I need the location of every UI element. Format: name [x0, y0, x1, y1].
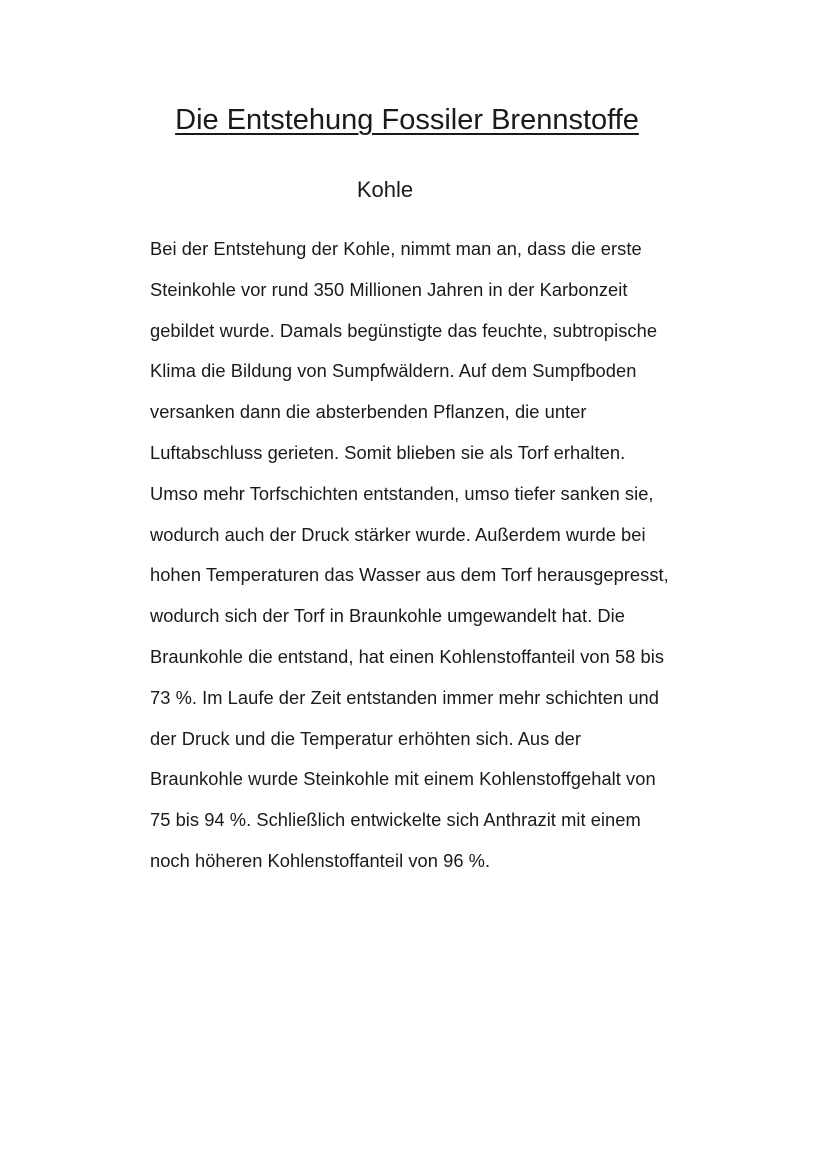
page-title	[0, 100, 814, 140]
page-title-text: Die Entstehung Fossiler Brennstoffe	[175, 104, 639, 136]
paragraph-line: Luftabschluss gerieten. Somit blieben sie als Torf erhalten.	[150, 441, 626, 463]
paragraph-line: versanken dann die absterbenden Pflanzen, die unter	[150, 401, 587, 423]
paragraph-line: Umso mehr Torfschichten entstanden, umso tiefer sanken sie,	[150, 482, 654, 504]
paragraph-line: wodurch sich der Torf in Braunkohle umgewandelt hat. Die	[150, 605, 625, 627]
paragraph-line: wodurch auch der Druck stärker wurde. Außerdem wurde bei	[150, 523, 646, 545]
paragraph-line: noch höheren Kohlenstoffanteil von 96 %.	[150, 849, 491, 871]
body-paragraph	[150, 229, 790, 882]
paragraph-line: der Druck und die Temperatur erhöhten sich. Aus der	[150, 727, 582, 749]
paragraph-line: gebildet wurde. Damals begünstigte das feuchte, subtropische	[150, 319, 658, 341]
paragraph-line: Klima die Bildung von Sumpfwäldern. Auf dem Sumpfboden	[150, 360, 637, 382]
paragraph-line: 75 bis 94 %. Schließlich entwickelte sich Anthrazit mit einem	[150, 809, 641, 831]
paragraph-line: 73 %. Im Laufe der Zeit entstanden immer mehr schichten und	[150, 686, 659, 708]
section-heading: Kohle	[356, 177, 414, 202]
paragraph-line: hohen Temperaturen das Wasser aus dem Torf herausgepresst,	[150, 564, 669, 586]
paragraph-line: Bei der Entstehung der Kohle, nimmt man an, dass die erste	[150, 238, 642, 259]
paragraph-line: Braunkohle die entstand, hat einen Kohlenstoffanteil von 58 bis	[150, 645, 665, 667]
paragraph-line: Braunkohle wurde Steinkohle mit einem Kohlenstoffgehalt von	[150, 768, 656, 790]
paragraph-line: Steinkohle vor rund 350 Millionen Jahren in der Karbonzeit	[150, 278, 628, 300]
